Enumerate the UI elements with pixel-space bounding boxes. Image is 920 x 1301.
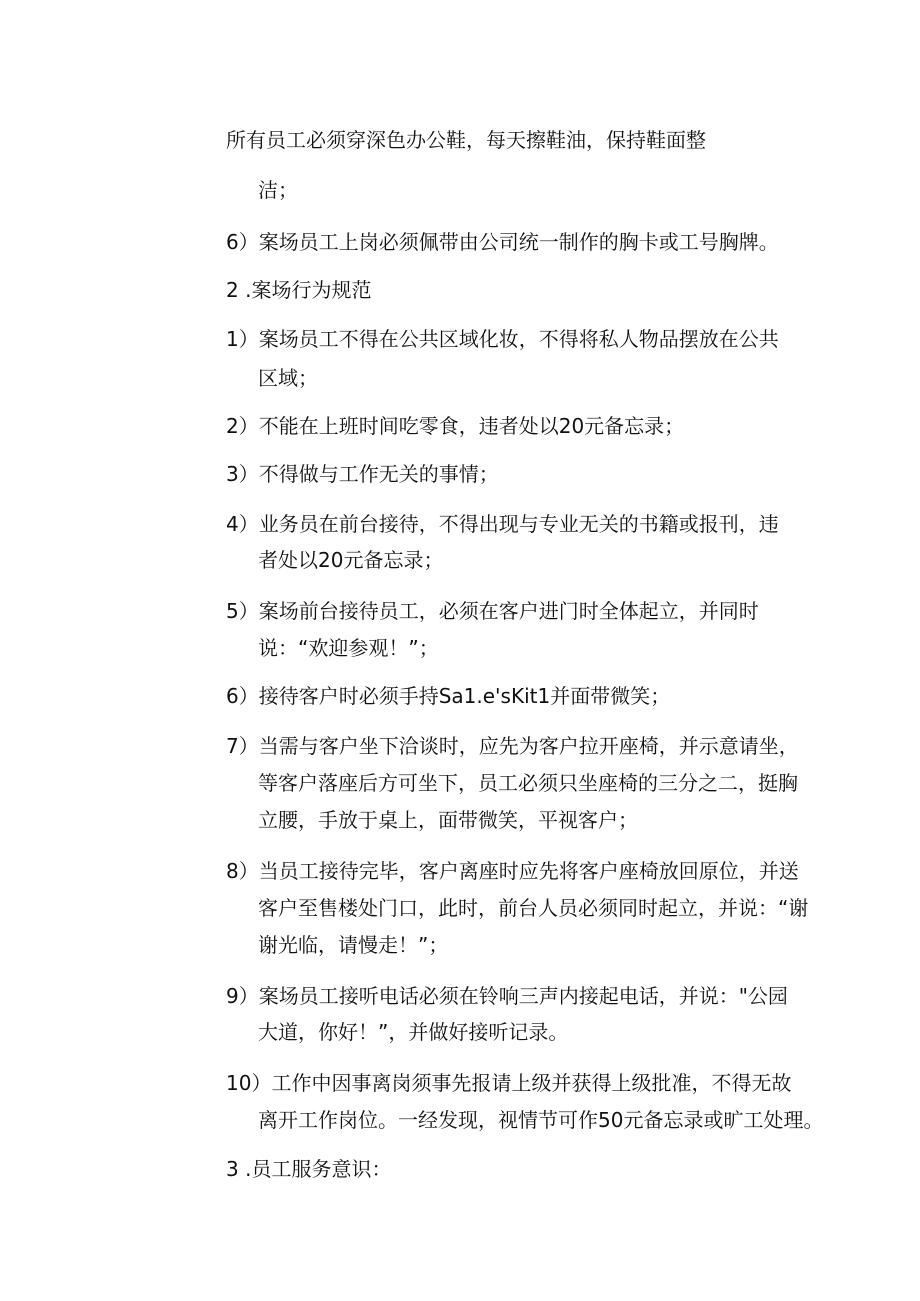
list-item-3: 3）不得做与工作无关的事情； (226, 462, 499, 486)
list-item-4: 4）业务员在前台接待，不得出现与专业无关的书籍或报刊，违 (226, 512, 779, 536)
list-item-5: 5）案场前台接待员工，必须在客户进门时全体起立，并同时 (226, 599, 759, 623)
text-line: 谢光临，请慢走！”； (258, 933, 449, 957)
text-line: 区域； (258, 366, 318, 390)
text-line: 所有员工必须穿深色办公鞋，每天擦鞋油，保持鞋面整 (226, 128, 706, 152)
list-item-6b: 6）接待客户时必须手持Sa1.e'sKit1并面带微笑； (226, 684, 671, 708)
text-line: 说：“欢迎参观！”； (258, 636, 439, 660)
text-line: 客户至售楼处门口，此时，前台人员必须同时起立，并说：“谢 (258, 896, 809, 920)
list-item-1: 1）案场员工不得在公共区域化妆，不得将私人物品摆放在公共 (226, 327, 779, 351)
section-heading: 2 .案场行为规范 (226, 278, 372, 302)
list-item-2: 2）不能在上班时间吃零食，违者处以20元备忘录； (226, 414, 685, 438)
text-line: 离开工作岗位。一经发现，视情节可作50元备忘录或旷工处理。 (258, 1108, 824, 1132)
list-item-6: 6）案场员工上岗必须佩带由公司统一制作的胸卡或工号胸牌。 (226, 230, 779, 254)
list-item-10: 10）工作中因事离岗须事先报请上级并获得上级批准，不得无故 (226, 1071, 792, 1095)
text-line: 立腰，手放于桌上，面带微笑，平视客户； (258, 808, 638, 832)
list-item-8: 8）当员工接待完毕，客户离座时应先将客户座椅放回原位，并送 (226, 859, 799, 883)
section-heading: 3 .员工服务意识： (226, 1157, 392, 1181)
text-line: 大道，你好！”，并做好接听记录。 (258, 1020, 569, 1044)
text-line: 者处以20元备忘录； (258, 548, 444, 572)
text-line: 等客户落座后方可坐下，员工必须只坐座椅的三分之二，挺胸 (258, 771, 798, 795)
text-line: 洁； (258, 178, 298, 202)
list-item-9: 9）案场员工接听电话必须在铃响三声内接起电话，并说："公园 (226, 984, 788, 1008)
list-item-7: 7）当需与客户坐下洽谈时，应先为客户拉开座椅，并示意请坐， (226, 734, 799, 758)
